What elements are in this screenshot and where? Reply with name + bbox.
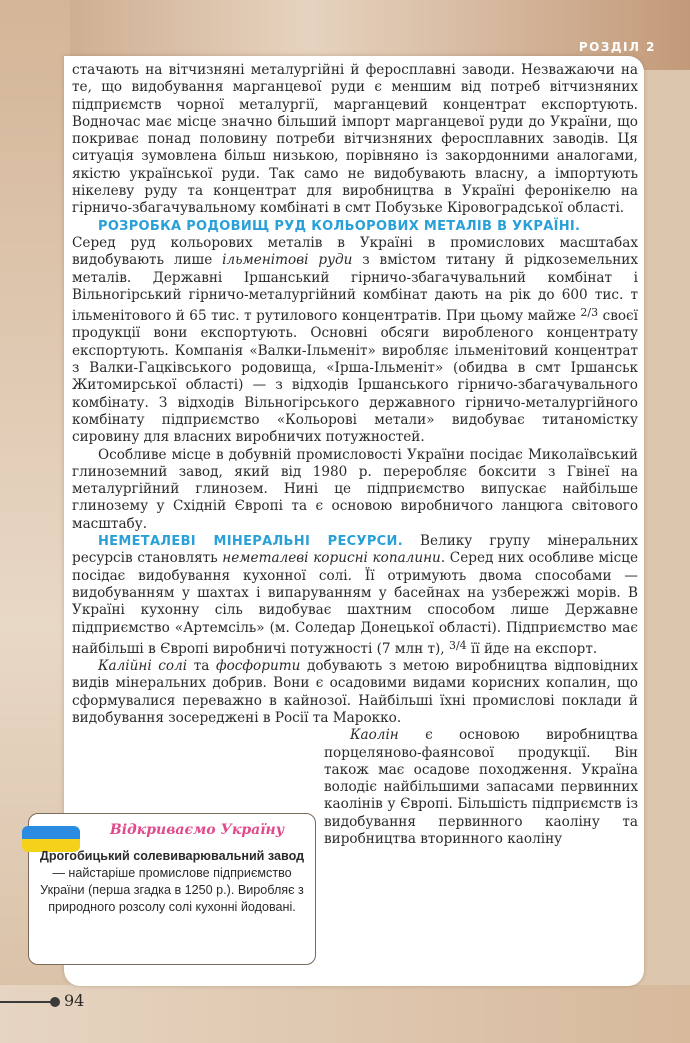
fraction: 3/4 bbox=[448, 638, 467, 652]
section-heading: РОЗРОБКА РОДОВИЩ РУД КОЛЬОРОВИХ МЕТАЛІВ В УКРАЇНІ. bbox=[98, 218, 581, 234]
paragraph: Серед руд кольорових металів в Україні в промислових масштабах видобувають лише ільменітові руди з вмістом титану й рідкоземельних металів. Державні Іршанський гірничо-збагачувальний комбінат і Вільногірський гірничо-металургійний комбінат дають на рік до 600 тис. т ільменітового й 65 тис. т рутилового концентратів. При цьому майже $^{2/3}$ своєї продукції вони експортують. Основні обсяги виробленого концентрату експортують. Компанія «Валки-Ільменіт» виробляє ільменітовий концентрат з Валки-Гацківського родовища, «Ірша-Ільменіт» (обидва в смт Іршанськ Житомирської області) — з відходів Іршанського гірничо-збагачувального комбінату. З відходів Вільногірського державного гірничо-металургійного комбінату підприємство «Кольорові метали» видобуває титаномістку сировину для власних виробничих потужностей. bbox=[72, 234, 639, 446]
page-number-dot bbox=[50, 997, 60, 1007]
page-number-rule bbox=[0, 1001, 56, 1003]
page-footer-band bbox=[0, 985, 690, 1043]
paragraph: Особливе місце в добувній промисловості України посідає Миколаївський глиноземний завод, який від 1980 р. переробляє боксити з Гвінеї на металургійний глинозем. Нині це підприємство випускає найбільше глинозему у Східній Європі та є основою виробничого ланцюга світового масштабу. bbox=[72, 446, 638, 532]
sidebar-title: Відкриваємо Україну bbox=[109, 822, 285, 838]
right-column bbox=[324, 727, 638, 848]
page-number: 94 bbox=[64, 991, 85, 1010]
paragraph: Калійні солі та фосфорити добувають з метою виробництва відповідних видів мінеральних добрив. Вони є осадовими видами корисних копалин, що сформувалися переважно в кайнозої. Найбільші їхні промислові поклади й видобування зосереджені в Росії та Марокко. bbox=[72, 658, 638, 726]
paragraph bbox=[72, 218, 638, 235]
paragraph: стачають на вітчизняні металургійні й феросплавні заводи. Незважаючи на те, що видобування марганцевої руди є меншим від потреб вітчизняних підприємств чорної металургії, марганцевий концентрат експортують. Водночас має місце значно більший імпорт марганцевої руди до України, що покриває понад половину потреби вітчизняних феросплавних заводів. Ця ситуація зумовлена більш низькою, порівняно із закордонними аналогами, якістю української руди. Так само не видобувають власну, а імпортують нікелеву руду та концентрат для виробництва в Україні феронікелю на гірничо-збагачувальному комбінаті в смт Побузьке Кіровоградської області. bbox=[72, 62, 638, 217]
body-text bbox=[72, 62, 638, 919]
paragraph: Каолін є основою виробництва порцеляново-фаянсової продукції. Він також має осадове походження. Україна володіє найбільшими запасами первинних каолінів у Європі. Більшість підприємств із видобування первинного каоліну та виробництва вторинного каоліну bbox=[324, 727, 638, 848]
section-heading: НЕМЕТАЛЕВІ МІНЕРАЛЬНІ РЕСУРСИ. bbox=[98, 534, 403, 550]
sidebar-text: Дрогобицький солевиварювальний завод — найстаріше промислове підприємство України (перша згадка в 1250 р.). Виробляє з природного розсолу солі кухонні йодовані. bbox=[39, 849, 305, 914]
fraction: 2/3 bbox=[580, 306, 599, 320]
section-label: РОЗДІЛ 2 bbox=[578, 40, 656, 54]
flag-blue-stripe bbox=[22, 826, 80, 839]
paragraph: НЕМЕТАЛЕВІ МІНЕРАЛЬНІ РЕСУРСИ. Велику групу мінеральних ресурсів становлять неметалеві корисні копалини. Серед них особливе місце посідає видобування кухонної солі. Її отримують двома способами — видобуванням у шахтах і випаруванням у басейнах на узбережжі морів. В Україні кухонну сіль видобуває шахтним способом лише Державне підприємство «Артемсіль» (м. Соледар Донецької області). Підприємство має найбільші в Європі виробничі потужності (7 млн т), $^{3/4}$ її йде на експорт. bbox=[72, 533, 638, 657]
